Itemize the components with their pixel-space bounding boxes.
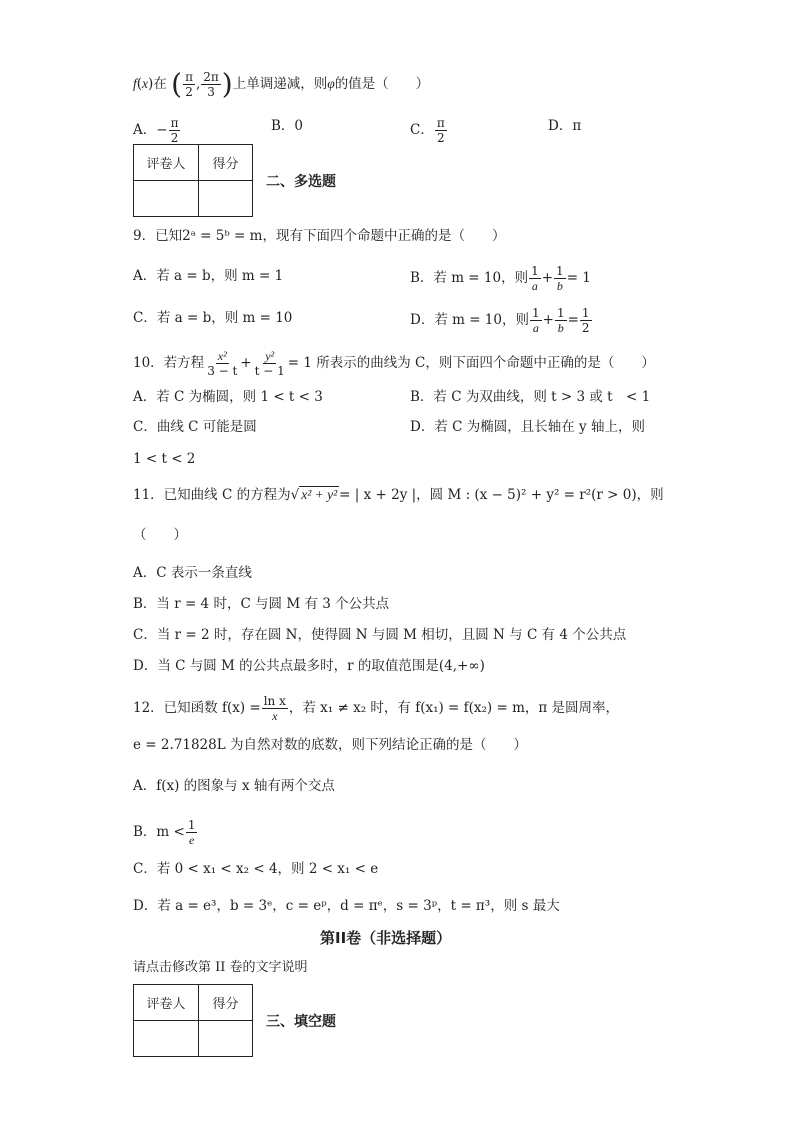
q10-stem: 10．若方程 $\frac{\text{x²}}{3 - t}$ + $\frac{\text{y²}}{t - 1}$ = 1 所表示的曲线为 C，则下面四个命题中正确的是（ ） (133, 349, 655, 378)
q12-stem: 12．已知函数 f(x) = $\frac{\text{ln x}}{x}$ ，若 x₁ ≠ x₂ 时，有 f(x₁) = f(x₂) = m，π 是圆周率， (133, 694, 620, 723)
q12-option-a: A．f(x) 的图象与 x 轴有两个交点 (133, 778, 335, 794)
score-cell[interactable] (199, 1021, 253, 1057)
score-table (133, 144, 253, 217)
q8-stem: f(x)在 ( $\frac{\pi}{2}$ , $\frac{2\pi}{3}$ )上单调递减，则φ的值是（ ） (133, 67, 430, 101)
q11-answer-paren: （ ） (133, 527, 187, 543)
q10-option-d-continued: 1 < t < 2 (133, 451, 196, 467)
grader-header: 评卷人 (134, 145, 199, 181)
grader-header: 评卷人 (134, 985, 199, 1021)
grader-cell[interactable] (134, 1021, 199, 1057)
q9-stem: 9．已知2ᵃ = 5ᵇ = m，现有下面四个命题中正确的是（ ） (133, 228, 506, 244)
section-title-3: 三、填空题 (266, 1014, 336, 1030)
q8-option-d: D．π (548, 118, 582, 134)
q10-option-b: B．若 C 为双曲线，则 t > 3 或 t < 1 (410, 389, 651, 405)
q11-option-d: D．当 C 与圆 M 的公共点最多时，r 的取值范围是(4,+∞) (133, 658, 485, 674)
q12-option-c: C．若 0 < x₁ < x₂ < 4，则 2 < x₁ < e (133, 861, 379, 877)
q9-option-a: A．若 a = b，则 m = 1 (133, 268, 284, 284)
q8-option-a: A．− $\frac{\pi}{2}$ (133, 116, 179, 145)
q12-option-d: D．若 a = e³，b = 3ᵉ，c = eᵖ，d = πᵉ，s = 3ᵖ，t = π³，则 s 最大 (133, 898, 560, 914)
score-table-2 (133, 984, 253, 1057)
part2-note[interactable]: 请点击修改第 II 卷的文字说明 (133, 960, 308, 975)
q9-option-b: B．若 m = 10，则 $\frac{1}{a}$ + $\frac{1}{b}$ = 1 (410, 264, 591, 293)
q8-option-c: C． $\frac{\pi}{2}$ (410, 116, 445, 145)
q11-option-c: C．当 r = 2 时，存在圆 N，使得圆 N 与圆 M 相切，且圆 N 与 C 有 4 个公共点 (133, 627, 627, 643)
q10-option-d: D．若 C 为椭圆，且长轴在 y 轴上，则 (410, 419, 645, 435)
q11-stem: 11．已知曲线 C 的方程为√ x² + y² = | x + 2y |，圆 M : (x − 5)² + y² = r²(r > 0)，则 (133, 487, 664, 503)
section-title: 二、多选题 (266, 174, 336, 190)
q12-stem-continued: e = 2.71828L 为自然对数的底数，则下列结论正确的是（ ） (133, 737, 527, 753)
q9-option-d: D．若 m = 10，则 $\frac{1}{a}$ + $\frac{1}{b}$ = $\frac{1}{2}$ (410, 306, 590, 335)
score-header: 得分 (199, 145, 253, 181)
q9-option-c: C．若 a = b，则 m = 10 (133, 310, 293, 326)
q8-option-b: B．0 (271, 118, 304, 134)
score-cell[interactable] (199, 181, 253, 217)
q10-option-c: C．曲线 C 可能是圆 (133, 419, 257, 435)
grader-cell[interactable] (134, 181, 199, 217)
score-header: 得分 (199, 985, 253, 1021)
q10-option-a: A．若 C 为椭圆，则 1 < t < 3 (133, 389, 323, 405)
q11-option-b: B．当 r = 4 时，C 与圆 M 有 3 个公共点 (133, 596, 390, 612)
part2-title: 第II卷（非选择题） (320, 929, 452, 947)
q11-option-a: A．C 表示一条直线 (133, 565, 252, 581)
q12-option-b: B．m < $\frac{1}{e}$ (133, 818, 196, 847)
